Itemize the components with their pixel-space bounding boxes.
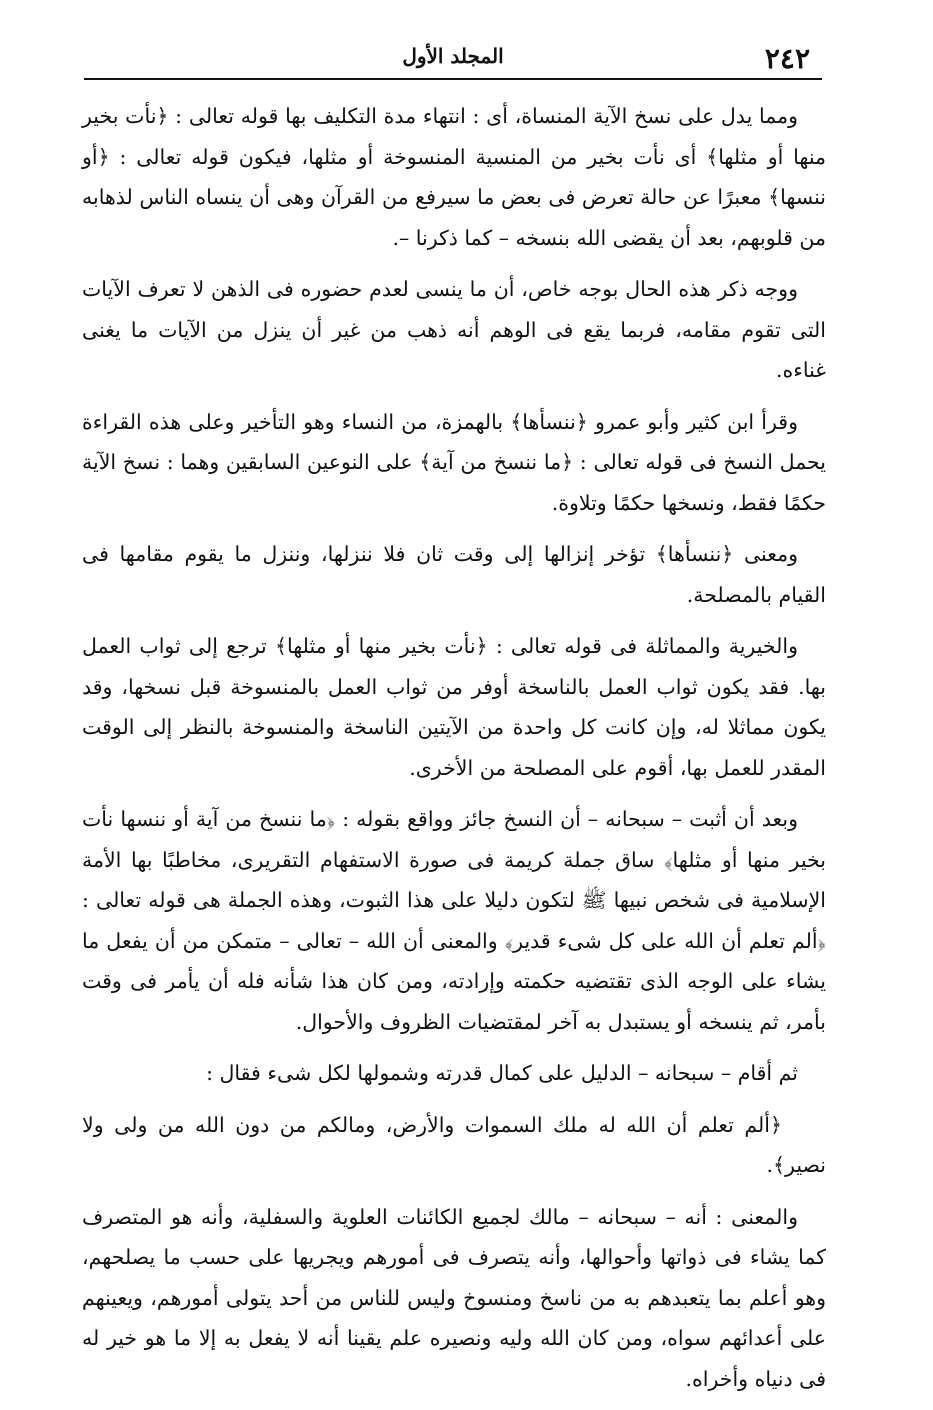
page-number: ٢٤٢: [764, 42, 810, 75]
paragraph-2: ووجه ذكر هذه الحال بوجه خاص، أن ما ينسى لعدم حضوره فى الذهن لا تعرف الآيات التى تقوم مقامه، فربما يقع فى الوهم أنه ذهب من غير أن ينزل من الآيات ما يغنى غناءه.: [82, 277, 826, 382]
quranic-verse: ﴿ألم تعلم أن الله له ملك السموات والأرض، ومالكم من دون الله من ولى ولا نصير﴾.: [82, 1112, 826, 1177]
paragraph-5: والخيرية والمماثلة فى قوله تعالى : ﴿نأت بخير منها أو مثلها﴾ ترجع إلى ثواب العمل بها. فقد يكون ثواب العمل بالناسخة أوفر من ثواب العمل بالمنسوخة قبل نسخها، وقد يكون مماثلا له، وإن كانت كل واحدة من الآيتين الناسخة والمنسوخة بالنظر إلى الوقت المقدر للعمل بها، أقوم على المصلحة من الأخرى.: [82, 634, 826, 780]
paragraph-8: والمعنى : أنه – سبحانه – مالك لجميع الكائنات العلوية والسفلية، وأنه هو المتصرف كما يشاء فى ذواتها وأحوالها، وأنه يتصرف فى أمورهم ويجريها على حسب ما يصلحهم، وهو أعلم بما يتعبدهم به من ناسخ ومنسوخ وليس للناس من أحد يتولى أمورهم، ويعينهم على أعدائهم سواه، ومن كان الله وليه ونصيره علم يقينا أنه لا يفعل به إلا ما هو خير له فى دنياه وأخراه.: [82, 1204, 826, 1391]
running-title: المجلد الأول: [402, 44, 504, 68]
paragraph-6: وبعد أن أثبت – سبحانه – أن النسخ جائز وواقع بقوله : ﴿ما ننسخ من آية أو ننسها نأت بخير منها أو مثلها﴾ ساق جملة كريمة فى صورة الاستفهام التقريرى، مخاطبًا بها الأمة الإسلامية فى شخص نبيها ﷺ لتكون دليلا على هذا الثبوت، وهذه الجملة هى قوله تعالى : ﴿ألم تعلم أن الله على كل شىء قدير﴾ والمعنى أن الله – تعالى – متمكن من أن يفعل ما يشاء على الوجه الذى تقتضيه حكمته وإرادته، ومن كان هذا شأنه فله أن يأمر فى وقت بأمر، ثم ينسخه أو يستبدل به آخر لمقتضيات الظروف والأحوال.: [82, 807, 826, 1034]
paragraph-4: ومعنى ﴿ننسأها﴾ تؤخر إنزالها إلى وقت ثان فلا ننزلها، وننزل ما يقوم مقامها فى القيام بالمصلحة.: [82, 542, 826, 607]
paragraph-1: ومما يدل على نسخ الآية المنساة، أى : انتهاء مدة التكليف بها قوله تعالى : ﴿نأت بخير منها أو مثلها﴾ أى نأت بخير من المنسية المنسوخة أو مثلها، فيكون قوله تعالى : ﴿أو ننسها﴾ معبرًا عن حالة تعرض فى بعض ما سيرفع من القرآن وهى أن ينساه الناس لذهابه من قلوبهم، بعد أن يقضى الله بنسخه – كما ذكرنا –.: [82, 104, 826, 250]
page-body: [82, 96, 826, 1410]
page-header: [84, 36, 822, 80]
paragraph-7: ثم أقام – سبحانه – الدليل على كمال قدرته وشمولها لكل شىء فقال :: [206, 1061, 798, 1085]
paragraph-3: وقرأ ابن كثير وأبو عمرو ﴿ننسأها﴾ بالهمزة، من النساء وهو التأخير وعلى هذه القراءة يحمل النسخ فى قوله تعالى : ﴿ما ننسخ من آية﴾ على النوعين السابقين وهما : نسخ الآية حكمًا فقط، ونسخها حكمًا وتلاوة.: [82, 409, 826, 515]
